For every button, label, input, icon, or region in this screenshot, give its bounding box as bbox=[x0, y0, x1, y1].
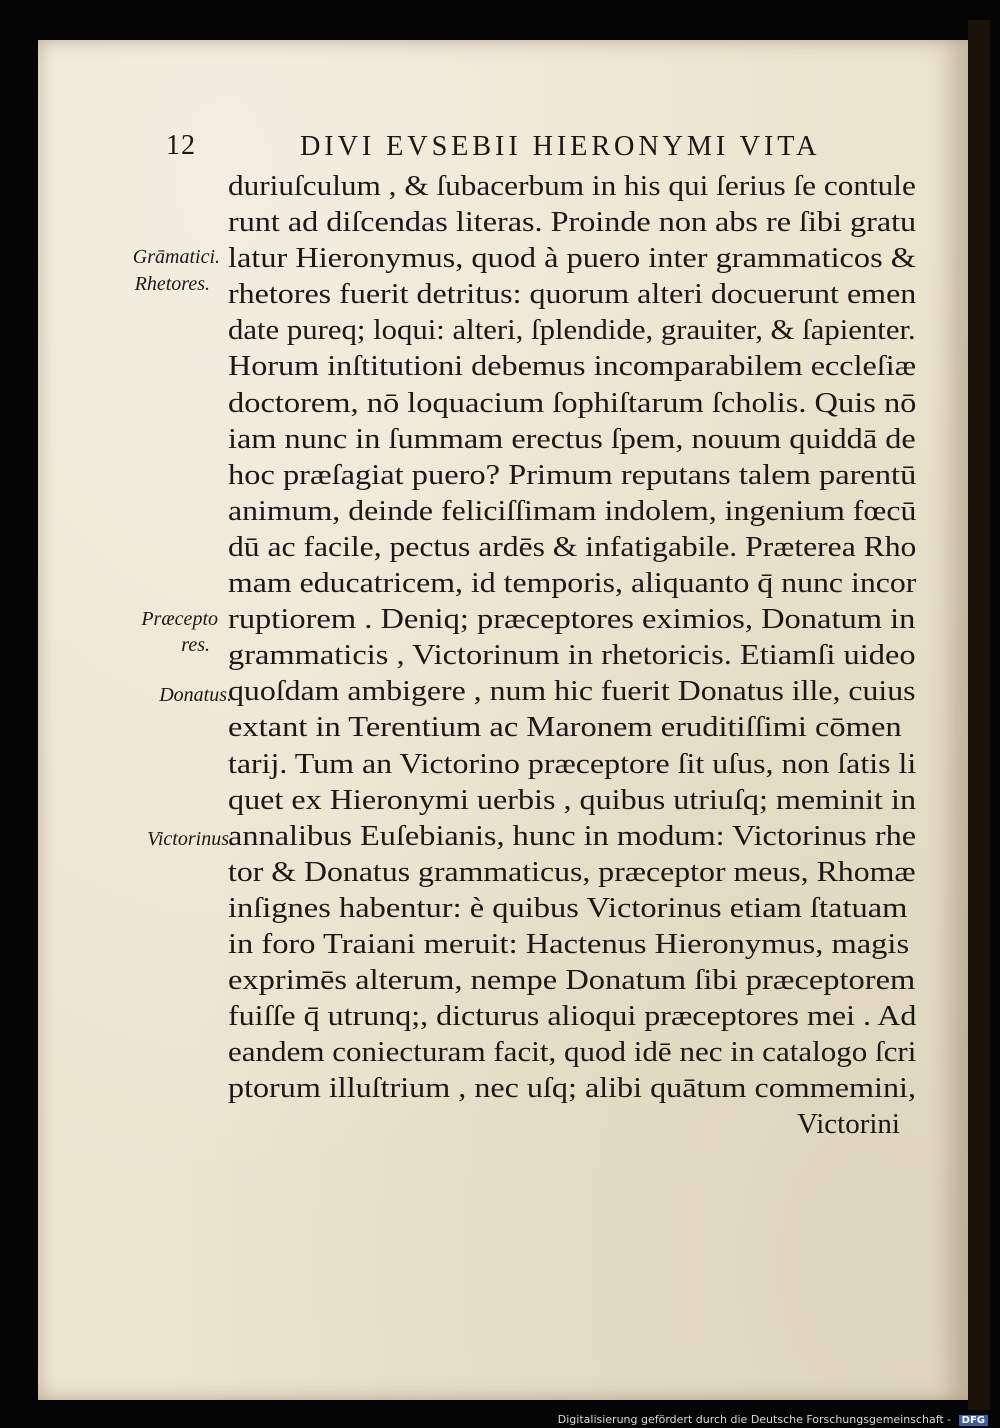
marginal-note-victorinus: Victorinus. bbox=[147, 828, 234, 850]
text-line: hoc præſagiat puero? Primum reputans talem parentū bbox=[228, 458, 917, 491]
running-head: DIVI EVSEBII HIERONYMI VITA bbox=[300, 130, 821, 162]
text-line: inſignes habentur: è quibus Victorinus etiam ſtatuam bbox=[228, 891, 908, 924]
marginal-note-praeceptores: Præcepto bbox=[141, 608, 218, 630]
text-line: in foro Traiani meruit: Hactenus Hieronymus, magis bbox=[228, 927, 910, 960]
body-text bbox=[228, 168, 918, 1143]
text-line: animum, deinde feliciſſimam indolem, ingenium fœcū bbox=[228, 494, 917, 527]
marginal-note-grammatici: Grāmatici. bbox=[132, 246, 220, 268]
text-line: extant in Terentium ac Maronem eruditiſſimi cōmen bbox=[228, 711, 902, 744]
text-line: annalibus Euſebianis, hunc in modum: Victorinus rhe bbox=[228, 819, 917, 852]
marginal-note-praeceptores-cont: res. bbox=[181, 634, 210, 656]
text-line: date pureq; loqui: alteri, ſplendide, grauiter, & ſapienter. bbox=[228, 314, 916, 347]
text-line: ptorum illuſtrium , nec uſq; alibi quātum commemini, bbox=[228, 1072, 916, 1105]
digitization-credit bbox=[558, 1413, 988, 1426]
text-line: dū ac facile, pectus ardēs & infatigabile. Præterea Rho bbox=[228, 530, 917, 563]
page-number: 12 bbox=[166, 130, 196, 161]
text-line: iam nunc in ſummam erectus ſpem, nouum quiddā de bbox=[228, 422, 916, 455]
text-line: duriuſculum , & ſubacerbum in his qui ſerius ſe contule bbox=[228, 170, 916, 202]
text-line: latur Hieronymus, quod à puero inter grammaticos & bbox=[228, 242, 916, 275]
text-line: eandem coniecturam facit, quod idē nec in catalogo ſcri bbox=[228, 1036, 917, 1069]
dfg-logo: DFG bbox=[959, 1415, 988, 1426]
marginal-note-donatus: Donatus. bbox=[159, 684, 232, 706]
text-line: quet ex Hieronymi uerbis , quibus utriuſq; meminit in bbox=[228, 783, 917, 816]
marginal-note-rhetores: Rhetores. bbox=[134, 273, 210, 295]
catchword: Victorini bbox=[797, 1108, 900, 1141]
text-line: exprimēs alterum, nempe Donatum ſibi præceptorem bbox=[228, 964, 916, 997]
text-line: tarij. Tum an Victorino præceptore ſit uſus, non ſatis li bbox=[228, 747, 917, 780]
text-line: tor & Donatus grammaticus, præceptor meus, Rhomæ bbox=[228, 855, 916, 888]
text-line: quoſdam ambigere , num hic fuerit Donatus ille, cuius bbox=[228, 675, 916, 708]
text-line: fuiſſe q̄ utrunq;, dicturus alioqui præceptores mei . Ad bbox=[228, 1000, 917, 1033]
text-line: ruptiorem . Deniq; præceptores eximios, Donatum in bbox=[228, 603, 916, 636]
text-line: runt ad diſcendas literas. Proinde non abs re ſibi gratu bbox=[228, 206, 917, 239]
text-line: doctorem, nō loquacium ſophiſtarum ſcholis. Quis nō bbox=[228, 386, 917, 419]
text-line: Horum inſtitutioni debemus incomparabilem eccleſiæ bbox=[228, 350, 917, 383]
text-line: mam educatricem, id temporis, aliquanto q̄ nunc incor bbox=[228, 567, 917, 600]
text-line: grammaticis , Victorinum in rhetoricis. Etiamſi uideo bbox=[228, 639, 916, 672]
credit-text: Digitalisierung gefördert durch die Deutsche Forschungsgemeinschaft - bbox=[557, 1413, 952, 1426]
text-line: rhetores fuerit detritus: quorum alteri docuerunt emen bbox=[228, 278, 917, 311]
